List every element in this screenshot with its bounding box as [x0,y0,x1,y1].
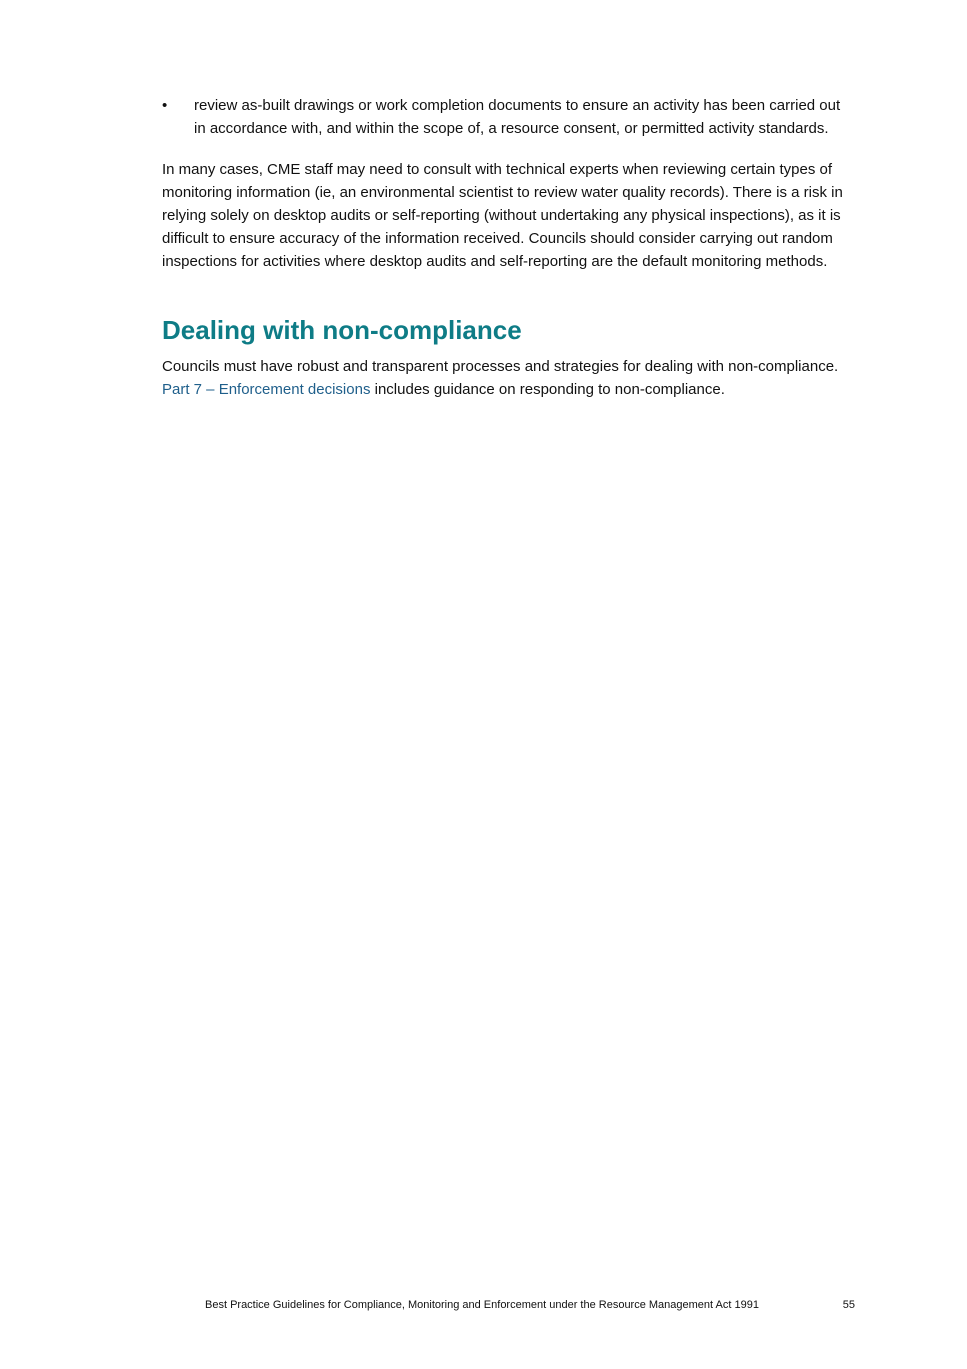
bullet-text: review as-built drawings or work completion documents to ensure an activity has been carried out in accordance with, and within the scope of, a resource consent, or permitted activity standards. [194,97,841,137]
paragraph: In many cases, CME staff may need to consult with technical experts when reviewing certain types of monitoring information (ie, an environmental scientist to review water quality records). There is a risk in relying solely on desktop audits or self-reporting (without undertaking any physical inspections), as it is difficult to ensure accuracy of the information received. Councils should consider carrying out random inspections for activities where desktop audits and self-reporting are the default monitoring methods. [162,161,843,270]
footer-title: Best Practice Guidelines for Compliance, Monitoring and Enforcement under the Resource Management Act 1991 [205,1299,759,1311]
bullet-item [162,94,852,140]
page-content [162,94,852,401]
paragraph-text-before-link: Councils must have robust and transparent processes and strategies for dealing with non-compliance. [162,358,839,375]
section-paragraph [162,355,852,401]
bullet-list [162,94,852,140]
section-heading: Dealing with non-compliance [162,315,522,345]
bullet-mark: • [162,97,168,114]
page-number: 55 [842,1299,855,1311]
enforcement-decisions-link[interactable]: Part 7 – Enforcement decisions [162,381,371,398]
paragraph-text-after-link: includes guidance on responding to non-compliance. [370,381,725,398]
